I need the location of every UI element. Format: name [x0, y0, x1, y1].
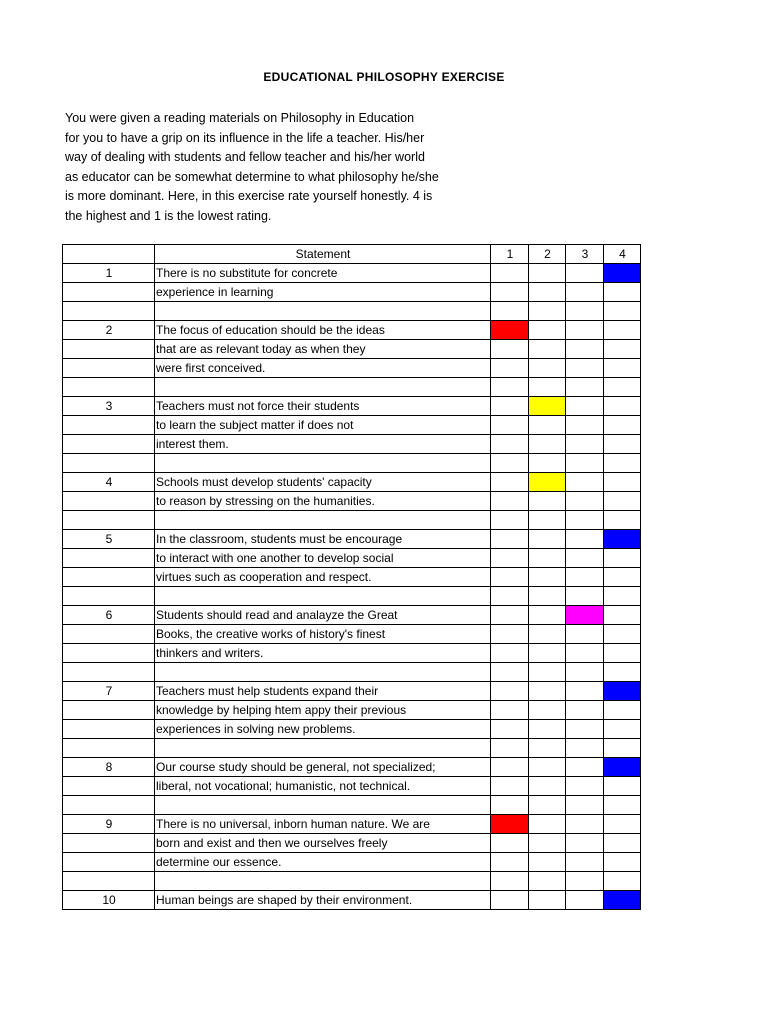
empty-cell[interactable]	[566, 872, 604, 891]
rating-cell-3[interactable]	[566, 435, 604, 454]
rating-cell-2[interactable]	[529, 644, 566, 663]
rating-cell-1[interactable]	[491, 758, 529, 777]
statement-text-line: Teachers must help students expand their	[155, 682, 491, 701]
empty-cell	[155, 302, 491, 321]
empty-cell	[63, 302, 155, 321]
rating-cell-4[interactable]	[604, 359, 641, 378]
spacer-row	[63, 511, 641, 530]
header-number-cell	[63, 245, 155, 264]
table-row	[63, 891, 641, 910]
empty-cell[interactable]	[604, 663, 641, 682]
spacer-row	[63, 872, 641, 891]
table-row	[63, 720, 641, 739]
rating-cell-4[interactable]	[604, 321, 641, 340]
statement-number-cell: 10	[63, 891, 155, 910]
empty-cell[interactable]	[566, 378, 604, 397]
statement-text-line: Our course study should be general, not specialized;	[155, 758, 491, 777]
rating-cell-3[interactable]	[566, 777, 604, 796]
empty-cell[interactable]	[529, 796, 566, 815]
header-rating-3: 3	[566, 245, 604, 264]
rating-cell-1[interactable]	[491, 701, 529, 720]
intro-line: as educator can be somewhat determine to what philosophy he/she	[65, 169, 439, 184]
rating-cell-1[interactable]	[491, 264, 529, 283]
statement-text-line: Teachers must not force their students	[155, 397, 491, 416]
empty-cell[interactable]	[529, 739, 566, 758]
statement-number-cell	[63, 701, 155, 720]
table-row	[63, 492, 641, 511]
table-row	[63, 359, 641, 378]
statement-text-line: liberal, not vocational; humanistic, not technical.	[155, 777, 491, 796]
empty-cell	[63, 872, 155, 891]
empty-cell[interactable]	[566, 511, 604, 530]
spacer-row	[63, 587, 641, 606]
rating-cell-2[interactable]	[529, 416, 566, 435]
rating-cell-1[interactable]	[491, 397, 529, 416]
spacer-row	[63, 663, 641, 682]
spacer-row	[63, 454, 641, 473]
empty-cell[interactable]	[604, 378, 641, 397]
rating-cell-3[interactable]	[566, 758, 604, 777]
rating-cell-4[interactable]	[604, 283, 641, 302]
selected-rating-cell-4[interactable]	[604, 758, 641, 777]
rating-cell-3[interactable]	[566, 568, 604, 587]
empty-cell	[155, 872, 491, 891]
rating-cell-3[interactable]	[566, 891, 604, 910]
rating-cell-3[interactable]	[566, 283, 604, 302]
table-row	[63, 815, 641, 834]
rating-cell-2[interactable]	[529, 891, 566, 910]
statement-number-cell	[63, 416, 155, 435]
rating-cell-2[interactable]	[529, 853, 566, 872]
statement-number-cell	[63, 720, 155, 739]
empty-cell[interactable]	[604, 511, 641, 530]
rating-cell-1[interactable]	[491, 435, 529, 454]
statement-number-cell	[63, 568, 155, 587]
empty-cell	[155, 511, 491, 530]
rating-cell-2[interactable]	[529, 435, 566, 454]
statement-text-line: Human beings are shaped by their environment.	[155, 891, 491, 910]
statement-text-line: that are as relevant today as when they	[155, 340, 491, 359]
empty-cell[interactable]	[604, 302, 641, 321]
statement-text-line: Books, the creative works of history's finest	[155, 625, 491, 644]
rating-cell-4[interactable]	[604, 549, 641, 568]
rating-cell-4[interactable]	[604, 625, 641, 644]
statement-number-cell	[63, 644, 155, 663]
statement-text-line: to reason by stressing on the humanities.	[155, 492, 491, 511]
rating-cell-2[interactable]	[529, 625, 566, 644]
empty-cell	[63, 739, 155, 758]
rating-cell-1[interactable]	[491, 416, 529, 435]
statement-number-cell: 8	[63, 758, 155, 777]
empty-cell[interactable]	[529, 378, 566, 397]
statement-number-cell	[63, 340, 155, 359]
spacer-row	[63, 378, 641, 397]
rating-cell-4[interactable]	[604, 834, 641, 853]
table-row	[63, 777, 641, 796]
empty-cell	[155, 378, 491, 397]
rating-cell-1[interactable]	[491, 549, 529, 568]
table-row	[63, 435, 641, 454]
table-row	[63, 625, 641, 644]
empty-cell[interactable]	[566, 796, 604, 815]
rating-cell-1[interactable]	[491, 492, 529, 511]
rating-cell-4[interactable]	[604, 853, 641, 872]
rating-cell-1[interactable]	[491, 834, 529, 853]
table-row	[63, 416, 641, 435]
table-header-row	[63, 245, 641, 264]
rating-cell-4[interactable]	[604, 492, 641, 511]
rating-cell-3[interactable]	[566, 549, 604, 568]
empty-cell[interactable]	[491, 511, 529, 530]
rating-cell-4[interactable]	[604, 644, 641, 663]
selected-rating-cell-1[interactable]	[491, 815, 529, 834]
statement-number-cell	[63, 777, 155, 796]
rating-cell-1[interactable]	[491, 283, 529, 302]
empty-cell[interactable]	[491, 587, 529, 606]
intro-line: You were given a reading materials on Philosophy in Education	[65, 111, 415, 125]
rating-cell-4[interactable]	[604, 720, 641, 739]
empty-cell	[63, 378, 155, 397]
table-row	[63, 644, 641, 663]
statement-text-line: Students should read and analayze the Great	[155, 606, 491, 625]
rating-cell-3[interactable]	[566, 473, 604, 492]
selected-rating-cell-4[interactable]	[604, 891, 641, 910]
rating-cell-4[interactable]	[604, 568, 641, 587]
statement-number-cell: 4	[63, 473, 155, 492]
rating-cell-4[interactable]	[604, 606, 641, 625]
rating-cell-1[interactable]	[491, 568, 529, 587]
statement-number-cell: 6	[63, 606, 155, 625]
empty-cell	[63, 511, 155, 530]
rating-cell-1[interactable]	[491, 359, 529, 378]
table-row	[63, 834, 641, 853]
statement-text-line: interest them.	[155, 435, 491, 454]
rating-cell-2[interactable]	[529, 834, 566, 853]
statement-text-line: to interact with one another to develop social	[155, 549, 491, 568]
statement-text-line: thinkers and writers.	[155, 644, 491, 663]
rating-cell-2[interactable]	[529, 682, 566, 701]
selected-rating-cell-2[interactable]	[529, 473, 566, 492]
table-row	[63, 321, 641, 340]
rating-cell-2[interactable]	[529, 492, 566, 511]
empty-cell[interactable]	[529, 454, 566, 473]
empty-cell[interactable]	[529, 872, 566, 891]
rating-cell-2[interactable]	[529, 568, 566, 587]
rating-cell-3[interactable]	[566, 853, 604, 872]
empty-cell[interactable]	[604, 739, 641, 758]
rating-cell-4[interactable]	[604, 473, 641, 492]
statement-number-cell	[63, 492, 155, 511]
rating-cell-3[interactable]	[566, 644, 604, 663]
empty-cell[interactable]	[491, 302, 529, 321]
rating-cell-3[interactable]	[566, 815, 604, 834]
selected-rating-cell-2[interactable]	[529, 397, 566, 416]
statement-number-cell: 5	[63, 530, 155, 549]
rating-cell-2[interactable]	[529, 815, 566, 834]
empty-cell	[155, 587, 491, 606]
empty-cell[interactable]	[529, 663, 566, 682]
empty-cell[interactable]	[491, 663, 529, 682]
empty-cell[interactable]	[566, 302, 604, 321]
rating-cell-2[interactable]	[529, 283, 566, 302]
statement-text-line: to learn the subject matter if does not	[155, 416, 491, 435]
selected-rating-cell-4[interactable]	[604, 264, 641, 283]
rating-cell-3[interactable]	[566, 682, 604, 701]
rating-cell-2[interactable]	[529, 340, 566, 359]
empty-cell	[63, 587, 155, 606]
rating-cell-4[interactable]	[604, 340, 641, 359]
empty-cell	[155, 663, 491, 682]
rating-cell-3[interactable]	[566, 625, 604, 644]
table-row	[63, 530, 641, 549]
rating-cell-2[interactable]	[529, 701, 566, 720]
statement-text-line: knowledge by helping htem appy their previous	[155, 701, 491, 720]
empty-cell	[155, 454, 491, 473]
statement-number-cell	[63, 834, 155, 853]
empty-cell[interactable]	[604, 872, 641, 891]
rating-cell-1[interactable]	[491, 853, 529, 872]
rating-cell-1[interactable]	[491, 777, 529, 796]
empty-cell[interactable]	[529, 302, 566, 321]
empty-cell	[63, 796, 155, 815]
table-row	[63, 568, 641, 587]
rating-cell-3[interactable]	[566, 492, 604, 511]
empty-cell[interactable]	[566, 587, 604, 606]
empty-cell	[155, 796, 491, 815]
table-row	[63, 340, 641, 359]
spacer-row	[63, 302, 641, 321]
statement-text-line: experience in learning	[155, 283, 491, 302]
rating-cell-1[interactable]	[491, 606, 529, 625]
statement-text-line: born and exist and then we ourselves freely	[155, 834, 491, 853]
table-row	[63, 606, 641, 625]
selected-rating-cell-1[interactable]	[491, 321, 529, 340]
statement-number-cell	[63, 549, 155, 568]
statement-number-cell	[63, 435, 155, 454]
header-rating-4: 4	[604, 245, 641, 264]
empty-cell[interactable]	[491, 378, 529, 397]
rating-cell-4[interactable]	[604, 397, 641, 416]
rating-cell-3[interactable]	[566, 416, 604, 435]
statement-number-cell	[63, 853, 155, 872]
rating-cell-3[interactable]	[566, 397, 604, 416]
intro-paragraph	[65, 109, 485, 227]
rating-cell-3[interactable]	[566, 720, 604, 739]
rating-cell-4[interactable]	[604, 435, 641, 454]
empty-cell[interactable]	[566, 454, 604, 473]
selected-rating-cell-4[interactable]	[604, 530, 641, 549]
rating-cell-2[interactable]	[529, 777, 566, 796]
rating-cell-1[interactable]	[491, 340, 529, 359]
empty-cell	[155, 739, 491, 758]
table-row	[63, 473, 641, 492]
statement-text-line: Schools must develop students' capacity	[155, 473, 491, 492]
rating-cell-1[interactable]	[491, 473, 529, 492]
statement-number-cell: 1	[63, 264, 155, 283]
empty-cell[interactable]	[529, 587, 566, 606]
rating-cell-3[interactable]	[566, 321, 604, 340]
empty-cell[interactable]	[604, 587, 641, 606]
statement-number-cell	[63, 359, 155, 378]
rating-cell-3[interactable]	[566, 340, 604, 359]
intro-line: is more dominant. Here, in this exercise rate yourself honestly. 4 is	[65, 189, 433, 204]
intro-line: way of dealing with students and fellow teacher and his/her world	[65, 150, 425, 165]
statement-number-cell	[63, 625, 155, 644]
empty-cell[interactable]	[566, 663, 604, 682]
header-rating-1: 1	[491, 245, 529, 264]
statement-text-line: There is no substitute for concrete	[155, 264, 491, 283]
document-title: EDUCATIONAL PHILOSOPHY EXERCISE	[263, 70, 505, 84]
header-statement-cell: Statement	[155, 245, 491, 264]
rating-cell-2[interactable]	[529, 264, 566, 283]
empty-cell[interactable]	[491, 872, 529, 891]
statement-text-line: determine our essence.	[155, 853, 491, 872]
spacer-row	[63, 739, 641, 758]
table-row	[63, 283, 641, 302]
statement-text-line: The focus of education should be the ideas	[155, 321, 491, 340]
empty-cell[interactable]	[491, 454, 529, 473]
rating-cell-2[interactable]	[529, 758, 566, 777]
empty-cell[interactable]	[491, 796, 529, 815]
table-row	[63, 682, 641, 701]
rating-table-body	[63, 245, 641, 910]
rating-cell-4[interactable]	[604, 777, 641, 796]
intro-line: for you to have a grip on its influence in the life a teacher. His/her	[65, 130, 425, 145]
statement-number-cell: 2	[63, 321, 155, 340]
rating-cell-4[interactable]	[604, 701, 641, 720]
rating-cell-1[interactable]	[491, 530, 529, 549]
empty-cell[interactable]	[566, 739, 604, 758]
header-rating-2: 2	[529, 245, 566, 264]
statement-number-cell: 9	[63, 815, 155, 834]
rating-cell-1[interactable]	[491, 720, 529, 739]
rating-cell-1[interactable]	[491, 625, 529, 644]
table-row	[63, 701, 641, 720]
table-row	[63, 758, 641, 777]
statement-text-line: experiences in solving new problems.	[155, 720, 491, 739]
rating-cell-1[interactable]	[491, 891, 529, 910]
statement-text-line: virtues such as cooperation and respect.	[155, 568, 491, 587]
rating-cell-1[interactable]	[491, 644, 529, 663]
rating-cell-1[interactable]	[491, 682, 529, 701]
rating-cell-4[interactable]	[604, 416, 641, 435]
rating-cell-3[interactable]	[566, 834, 604, 853]
rating-cell-3[interactable]	[566, 359, 604, 378]
rating-cell-2[interactable]	[529, 720, 566, 739]
table-row	[63, 853, 641, 872]
rating-cell-3[interactable]	[566, 530, 604, 549]
intro-line: the highest and 1 is the lowest rating.	[65, 208, 272, 223]
rating-cell-2[interactable]	[529, 549, 566, 568]
empty-cell[interactable]	[604, 796, 641, 815]
rating-cell-2[interactable]	[529, 359, 566, 378]
table-row	[63, 264, 641, 283]
rating-cell-3[interactable]	[566, 701, 604, 720]
empty-cell[interactable]	[604, 454, 641, 473]
statement-text-line: There is no universal, inborn human nature. We are	[155, 815, 491, 834]
rating-cell-2[interactable]	[529, 606, 566, 625]
selected-rating-cell-4[interactable]	[604, 682, 641, 701]
statement-number-cell: 7	[63, 682, 155, 701]
statement-number-cell: 3	[63, 397, 155, 416]
statement-text-line: In the classroom, students must be encourage	[155, 530, 491, 549]
statement-text-line: were first conceived.	[155, 359, 491, 378]
empty-cell	[63, 663, 155, 682]
rating-cell-2[interactable]	[529, 321, 566, 340]
empty-cell[interactable]	[529, 511, 566, 530]
rating-cell-3[interactable]	[566, 264, 604, 283]
rating-table	[62, 244, 641, 910]
rating-cell-2[interactable]	[529, 530, 566, 549]
rating-cell-4[interactable]	[604, 815, 641, 834]
statement-number-cell	[63, 283, 155, 302]
selected-rating-cell-3[interactable]	[566, 606, 604, 625]
empty-cell[interactable]	[491, 739, 529, 758]
table-row	[63, 549, 641, 568]
spacer-row	[63, 796, 641, 815]
table-row	[63, 397, 641, 416]
empty-cell	[63, 454, 155, 473]
